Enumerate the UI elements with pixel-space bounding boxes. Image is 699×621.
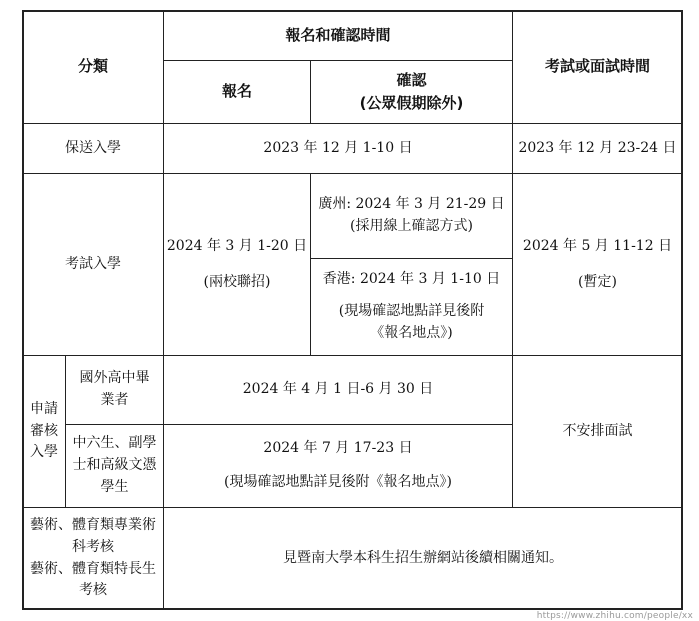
header-registration <box>163 60 311 124</box>
header-registration-label: 報名 <box>221 82 252 101</box>
header-category <box>22 10 164 124</box>
row-arts-sports-note <box>163 507 683 610</box>
recommended-label-text: 保送入學 <box>65 139 121 156</box>
arts-sports-label-1: 藝術、體育類專業術科考核 <box>30 517 156 555</box>
exam-admission-exam-note: (暫定) <box>578 273 617 290</box>
header-category-label: 分類 <box>77 57 108 76</box>
row-recommended-exam <box>512 123 683 174</box>
row-exam-admission-guangzhou <box>310 173 513 259</box>
row-recommended-period <box>163 123 513 174</box>
header-exam-time <box>512 10 683 124</box>
row-application-exam <box>512 355 683 508</box>
sixth-form-label: 中六生、副學士和高級文憑學生 <box>72 435 157 495</box>
guangzhou-confirm-note: (採用線上確認方式) <box>350 218 473 234</box>
header-exam-time-label: 考試或面試時間 <box>544 57 650 76</box>
application-exam-text: 不安排面試 <box>562 422 633 439</box>
header-confirmation-label: 確認 <box>396 70 427 89</box>
row-arts-sports-label <box>22 507 164 610</box>
row-exam-admission-exam <box>512 173 683 356</box>
row-exam-admission-label <box>22 173 164 356</box>
exam-registration-period: 2024 年 3 月 1-20 日 <box>166 237 308 254</box>
row-exam-admission-registration <box>163 173 311 356</box>
header-reg-confirm-time-label: 報名和確認時間 <box>285 25 391 44</box>
foreign-hs-label: 國外高中畢業者 <box>79 370 150 408</box>
row-application-foreign-period <box>163 355 513 425</box>
sixth-form-period: 2024 年 7 月 17-23 日 <box>263 440 413 457</box>
exam-admission-exam-date: 2024 年 5 月 11-12 日 <box>522 237 673 254</box>
guangzhou-confirm-period: 廣州: 2024 年 3 月 21-29 日 <box>318 196 505 213</box>
sixth-form-note: (現場確認地點詳見後附《報名地点》) <box>224 474 452 490</box>
exam-admission-label-text: 考試入學 <box>65 255 121 272</box>
arts-sports-label-2: 藝術、體育類特長生考核 <box>30 560 156 599</box>
header-confirmation <box>310 60 513 124</box>
arts-sports-note-text: 見暨南大學本科生招生辦網站後續相關通知。 <box>283 549 563 566</box>
exam-registration-note: (兩校聯招) <box>203 273 271 290</box>
row-application-sixth-form <box>65 424 164 508</box>
recommended-exam-text: 2023 年 12 月 23-24 日 <box>518 139 677 156</box>
foreign-hs-period: 2024 年 4 月 1 日-6 月 30 日 <box>242 381 434 398</box>
row-application-label <box>22 355 66 508</box>
header-confirmation-note: (公眾假期除外) <box>359 94 464 112</box>
application-label-text: 申請審核入學 <box>30 400 58 461</box>
hongkong-confirm-period: 香港: 2024 年 3 月 1-10 日 <box>322 271 501 288</box>
row-application-foreign-hs <box>65 355 164 425</box>
row-application-sixth-period <box>163 424 513 508</box>
recommended-period-text: 2023 年 12 月 1-10 日 <box>263 139 413 156</box>
watermark: https://www.zhihu.com/people/xx <box>536 611 693 621</box>
hongkong-confirm-note-2: 《報名地点》) <box>370 324 453 341</box>
row-recommended-label <box>22 123 164 174</box>
header-reg-confirm-time <box>163 10 513 61</box>
row-exam-admission-hongkong <box>310 258 513 356</box>
hongkong-confirm-note-1: (現場確認地點詳見後附 <box>338 303 485 320</box>
